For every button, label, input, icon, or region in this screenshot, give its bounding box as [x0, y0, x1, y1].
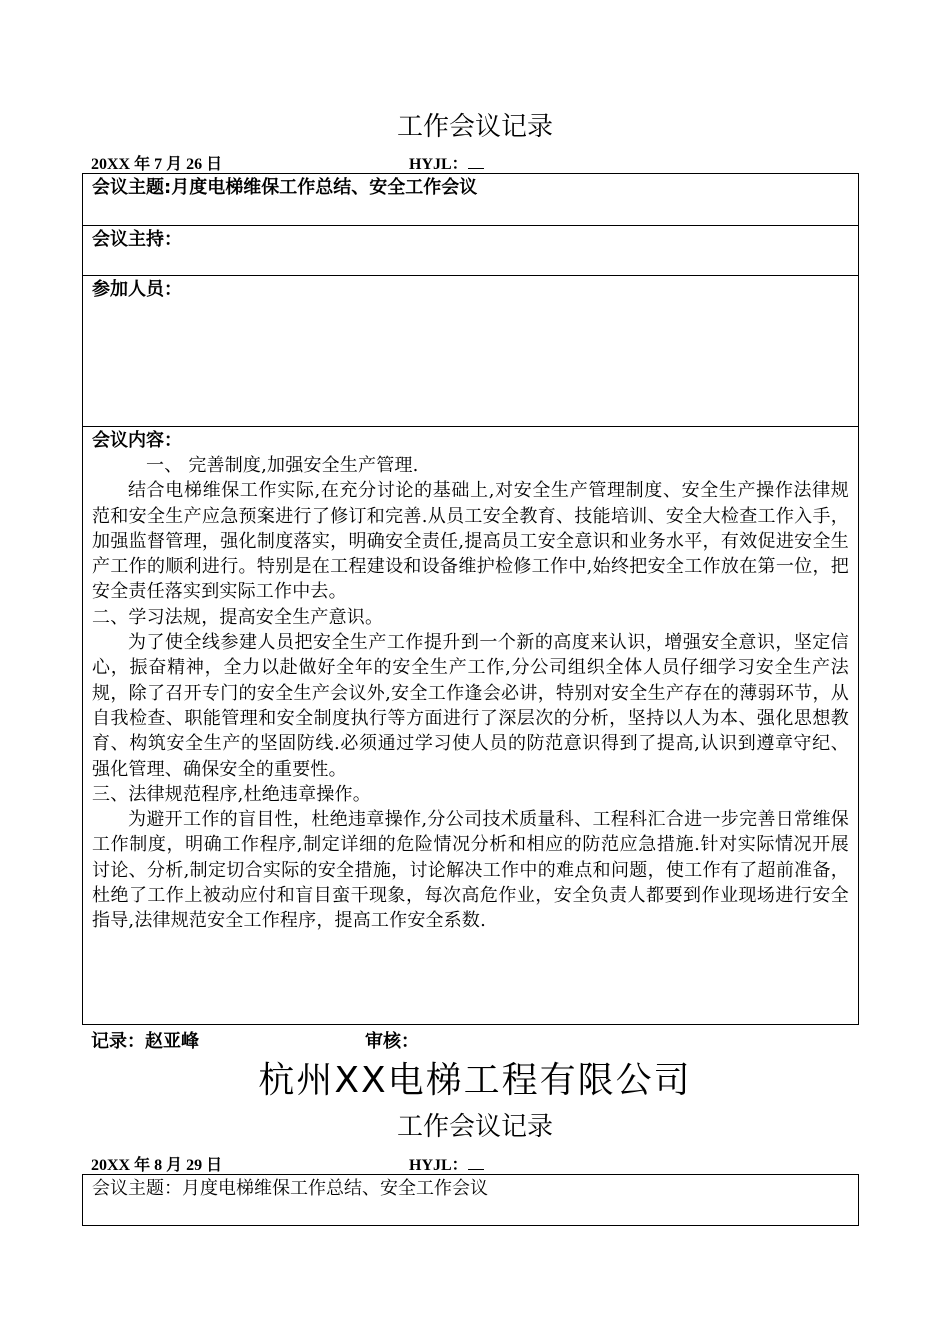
- recorder: 记录：赵亚峰: [91, 1031, 199, 1052]
- record2-meta: [91, 1152, 468, 1175]
- record1-meta: [91, 151, 468, 174]
- paragraph-1: 结合电梯维保工作实际,在充分讨论的基础上,对安全生产管理制度、安全生产操作法律规范和安全生产应急预案进行了修订和完善.从员工安全教育、技能培训、安全大检查工作入手，加强监督管理，强化制度落实，明确安全责任,提高员工安全意识和业务水平，有效促进安全生产工作的顺利进行。特别是在工程建设和设备维护检修工作中,始终把安全工作放在第一位，把安全责任落实到实际工作中去。: [92, 480, 849, 603]
- paragraph-3: 为避开工作的盲目性，杜绝违章操作,分公司技术质量科、工程科汇合进一步完善日常维保工作制度，明确工作程序,制定详细的危险情况分析和相应的防范应急措施.针对实际情况开展讨论、分析,制定切合实际的安全措施，讨论解决工作中的难点和问题，使工作有了超前准备，杜绝了工作上被动应付和盲目蛮干现象，每次高危作业，安全负责人都要到作业现场进行安全指导,法律规范安全工作程序，提高工作安全系数.: [92, 809, 849, 932]
- record2-title: 工作会议记录: [396, 1112, 553, 1142]
- record1-date: 20XX 年 7 月 26 日: [91, 156, 223, 173]
- topic-row: [83, 174, 858, 226]
- record1-hyjl: HYJL：: [409, 156, 468, 173]
- section-heading-2: 二、学习法规，提高安全生产意识。: [92, 606, 384, 628]
- attendees-row: [83, 276, 858, 427]
- record1-content-label: 会议内容：: [92, 430, 182, 451]
- reviewer: 审核：: [365, 1031, 419, 1052]
- meeting-content: [92, 453, 849, 934]
- company-name: 杭州XX电梯工程有限公司: [258, 1060, 692, 1101]
- record2-topic: 会议主题：月度电梯维保工作总结、安全工作会议: [92, 1178, 488, 1199]
- record1-topic: 会议主题:月度电梯维保工作总结、安全工作会议: [92, 177, 478, 198]
- record2-table: [82, 1174, 859, 1226]
- section-heading-3: 三、法律规范程序,杜绝违章操作。: [92, 783, 371, 805]
- record1-title: 工作会议记录: [396, 112, 553, 142]
- record1-table: [82, 173, 859, 1025]
- paragraph-2: 为了使全线参建人员把安全生产工作提升到一个新的高度来认识，增强安全意识，坚定信心，振奋精神，全力以赴做好全年的安全生产工作,分公司组织全体人员仔细学习安全生产法规，除了召开专门的安全生产会议外,安全工作逢会必讲，特别对安全生产存在的薄弱环节，从自我检查、职能管理和安全制度执行等方面进行了深层次的分析，坚持以人为本、强化思想教育、构筑安全生产的坚固防线.必须通过学习使人员的防范意识得到了提高,认识到遵章守纪、强化管理、确保安全的重要性。: [92, 632, 849, 780]
- record2-topic-row: [83, 1175, 858, 1225]
- record2-date: 20XX 年 8 月 29 日: [91, 1157, 223, 1174]
- content-row: [83, 427, 858, 1024]
- record1-host: 会议主持：: [92, 229, 182, 250]
- record2-hyjl: HYJL：: [409, 1157, 468, 1174]
- record1-footer: [91, 1027, 419, 1053]
- record1-attendees: 参加人员：: [92, 279, 182, 300]
- host-row: [83, 226, 858, 276]
- section-heading-1: 一、 完善制度,加强安全生产管理.: [146, 455, 419, 476]
